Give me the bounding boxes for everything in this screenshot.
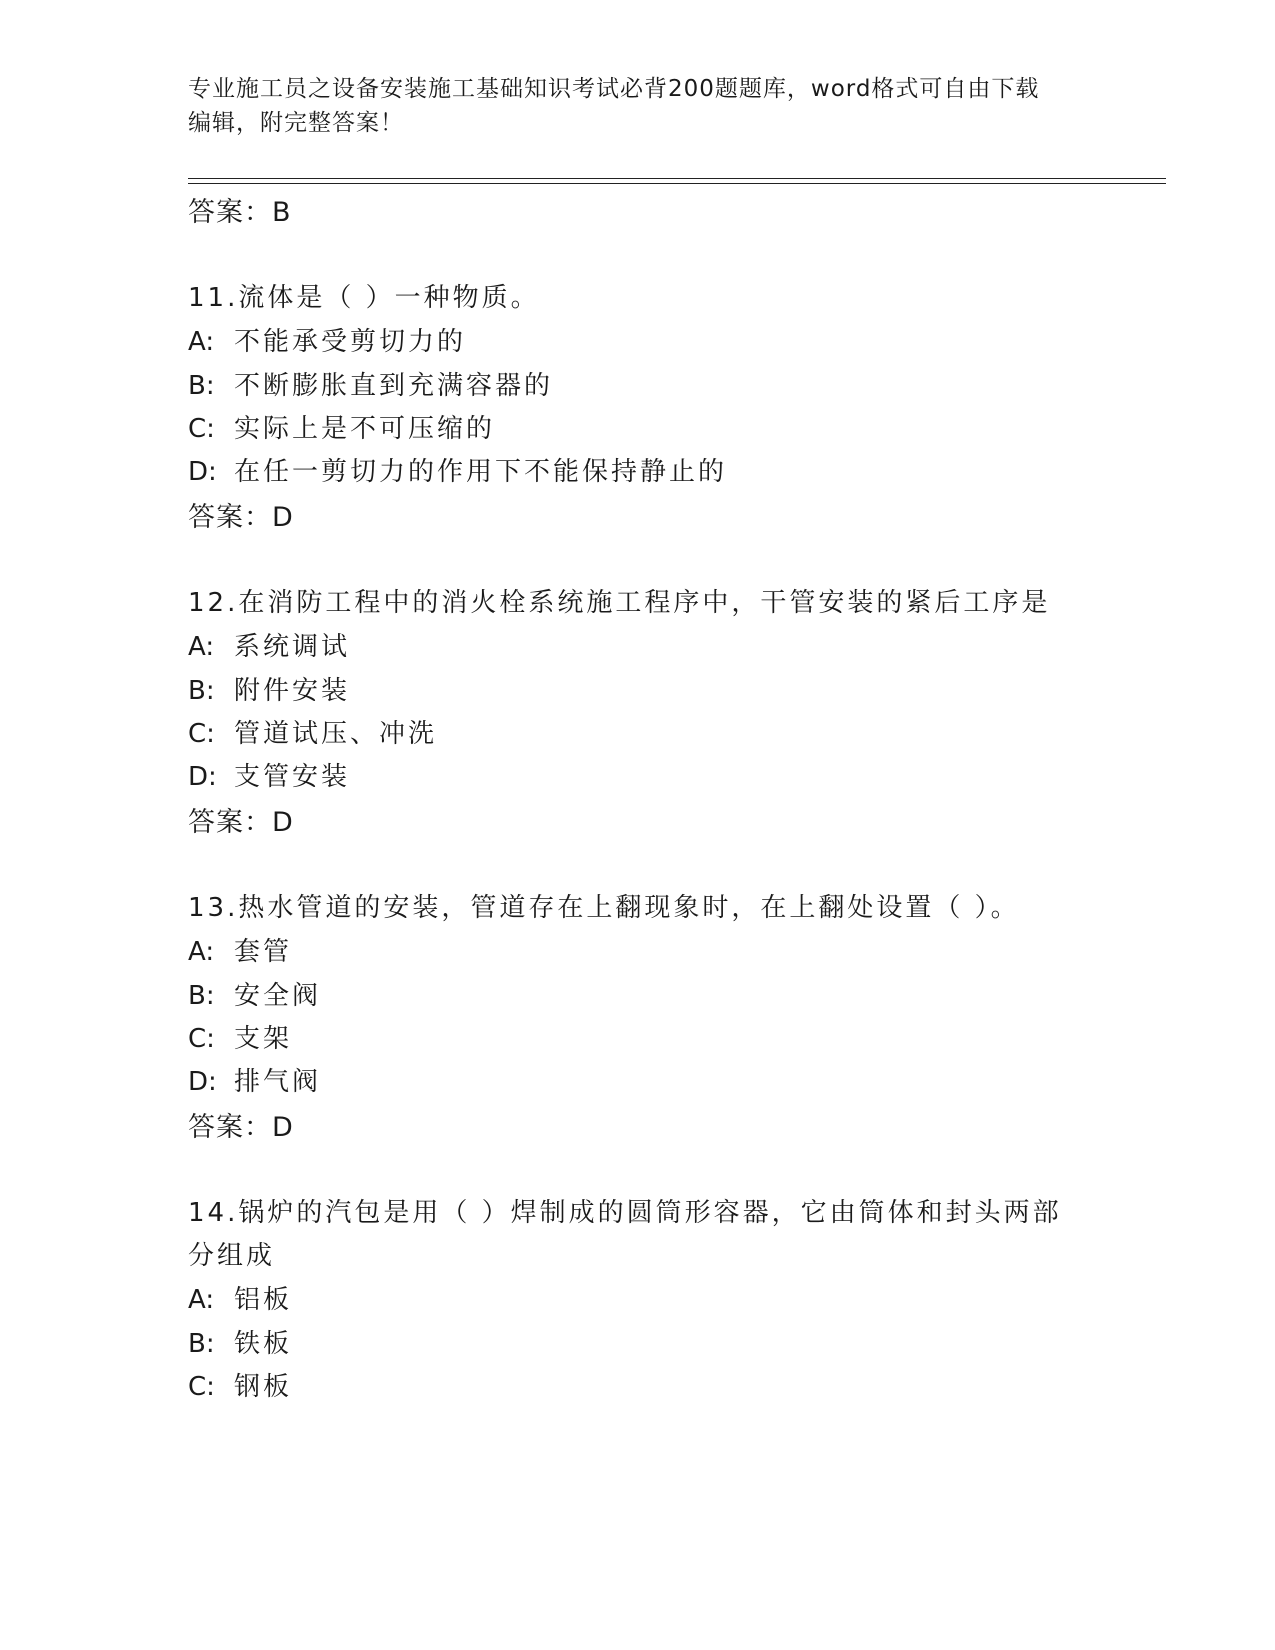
answer-value: D bbox=[272, 1112, 294, 1143]
question-11-option-a bbox=[188, 321, 466, 358]
question-12-stem: 12.在消防工程中的消火栓系统施工程序中，干管安装的紧后工序是 bbox=[188, 588, 1051, 618]
option-key: A: bbox=[188, 327, 215, 357]
option-text: 附件安装 bbox=[234, 676, 351, 706]
option-text: 不断膨胀直到充满容器的 bbox=[234, 371, 554, 401]
question-11-answer bbox=[188, 495, 294, 534]
option-key: C: bbox=[188, 719, 215, 749]
option-text: 实际上是不可压缩的 bbox=[234, 414, 496, 444]
answer-value: D bbox=[272, 502, 294, 533]
answer-label: 答案： bbox=[188, 1112, 272, 1143]
option-text: 不能承受剪切力的 bbox=[234, 327, 467, 357]
option-key: D: bbox=[188, 762, 217, 792]
option-text: 铁板 bbox=[234, 1329, 293, 1359]
option-text: 安全阀 bbox=[234, 981, 322, 1011]
answer-label: 答案： bbox=[188, 502, 272, 533]
option-text: 套管 bbox=[234, 937, 293, 967]
option-key: B: bbox=[188, 371, 215, 401]
option-text: 铝板 bbox=[234, 1285, 293, 1315]
option-key: D: bbox=[188, 1067, 217, 1097]
question-13-option-c bbox=[188, 1018, 292, 1055]
option-text: 支架 bbox=[234, 1024, 293, 1054]
option-key: A: bbox=[188, 1285, 215, 1315]
question-14-stem-line-2: 分组成 bbox=[188, 1241, 276, 1271]
option-text: 系统调试 bbox=[234, 632, 351, 662]
option-text: 管道试压、冲洗 bbox=[234, 719, 438, 749]
option-text: 钢板 bbox=[234, 1372, 293, 1402]
option-text: 支管安装 bbox=[234, 762, 351, 792]
header-line-2: 编辑，附完整答案！ bbox=[188, 110, 404, 136]
question-12-option-c bbox=[188, 713, 437, 750]
question-14-option-b bbox=[188, 1323, 292, 1360]
question-11-option-d bbox=[188, 451, 727, 488]
option-text: 在任一剪切力的作用下不能保持静止的 bbox=[234, 457, 728, 487]
option-text: 排气阀 bbox=[234, 1067, 322, 1097]
question-13-option-a bbox=[188, 931, 292, 968]
option-key: C: bbox=[188, 414, 215, 444]
option-key: D: bbox=[188, 457, 217, 487]
question-14-stem-line-1: 14.锅炉的汽包是用（ ）焊制成的圆筒形容器，它由筒体和封头两部 bbox=[188, 1198, 1062, 1228]
question-13-option-d bbox=[188, 1061, 321, 1098]
option-key: B: bbox=[188, 676, 215, 706]
question-13-answer bbox=[188, 1105, 294, 1144]
question-11-option-c bbox=[188, 408, 495, 445]
header-divider-bottom bbox=[188, 183, 1166, 184]
answer-label: 答案： bbox=[188, 197, 272, 228]
option-key: B: bbox=[188, 1329, 215, 1359]
prev-answer bbox=[188, 190, 292, 229]
header-line-1: 专业施工员之设备安装施工基础知识考试必背200题题库，word格式可自由下载 bbox=[188, 76, 1040, 102]
option-key: C: bbox=[188, 1024, 215, 1054]
option-key: A: bbox=[188, 937, 215, 967]
question-13-option-b bbox=[188, 975, 321, 1012]
option-key: B: bbox=[188, 981, 215, 1011]
document-header bbox=[188, 72, 1088, 140]
question-11-stem: 11.流体是（ ）一种物质。 bbox=[188, 283, 540, 313]
header-divider-top bbox=[188, 178, 1166, 179]
question-12-option-d bbox=[188, 756, 350, 793]
question-11-option-b bbox=[188, 365, 553, 402]
question-14-option-c bbox=[188, 1366, 292, 1403]
question-12-answer bbox=[188, 800, 294, 839]
option-key: C: bbox=[188, 1372, 215, 1402]
question-14-option-a bbox=[188, 1279, 292, 1316]
answer-value: D bbox=[272, 807, 294, 838]
answer-label: 答案： bbox=[188, 807, 272, 838]
question-13-stem: 13.热水管道的安装，管道存在上翻现象时，在上翻处设置（ ）。 bbox=[188, 893, 1020, 923]
option-key: A: bbox=[188, 632, 215, 662]
answer-value: B bbox=[272, 197, 292, 228]
question-12-option-b bbox=[188, 670, 350, 707]
question-12-option-a bbox=[188, 626, 350, 663]
